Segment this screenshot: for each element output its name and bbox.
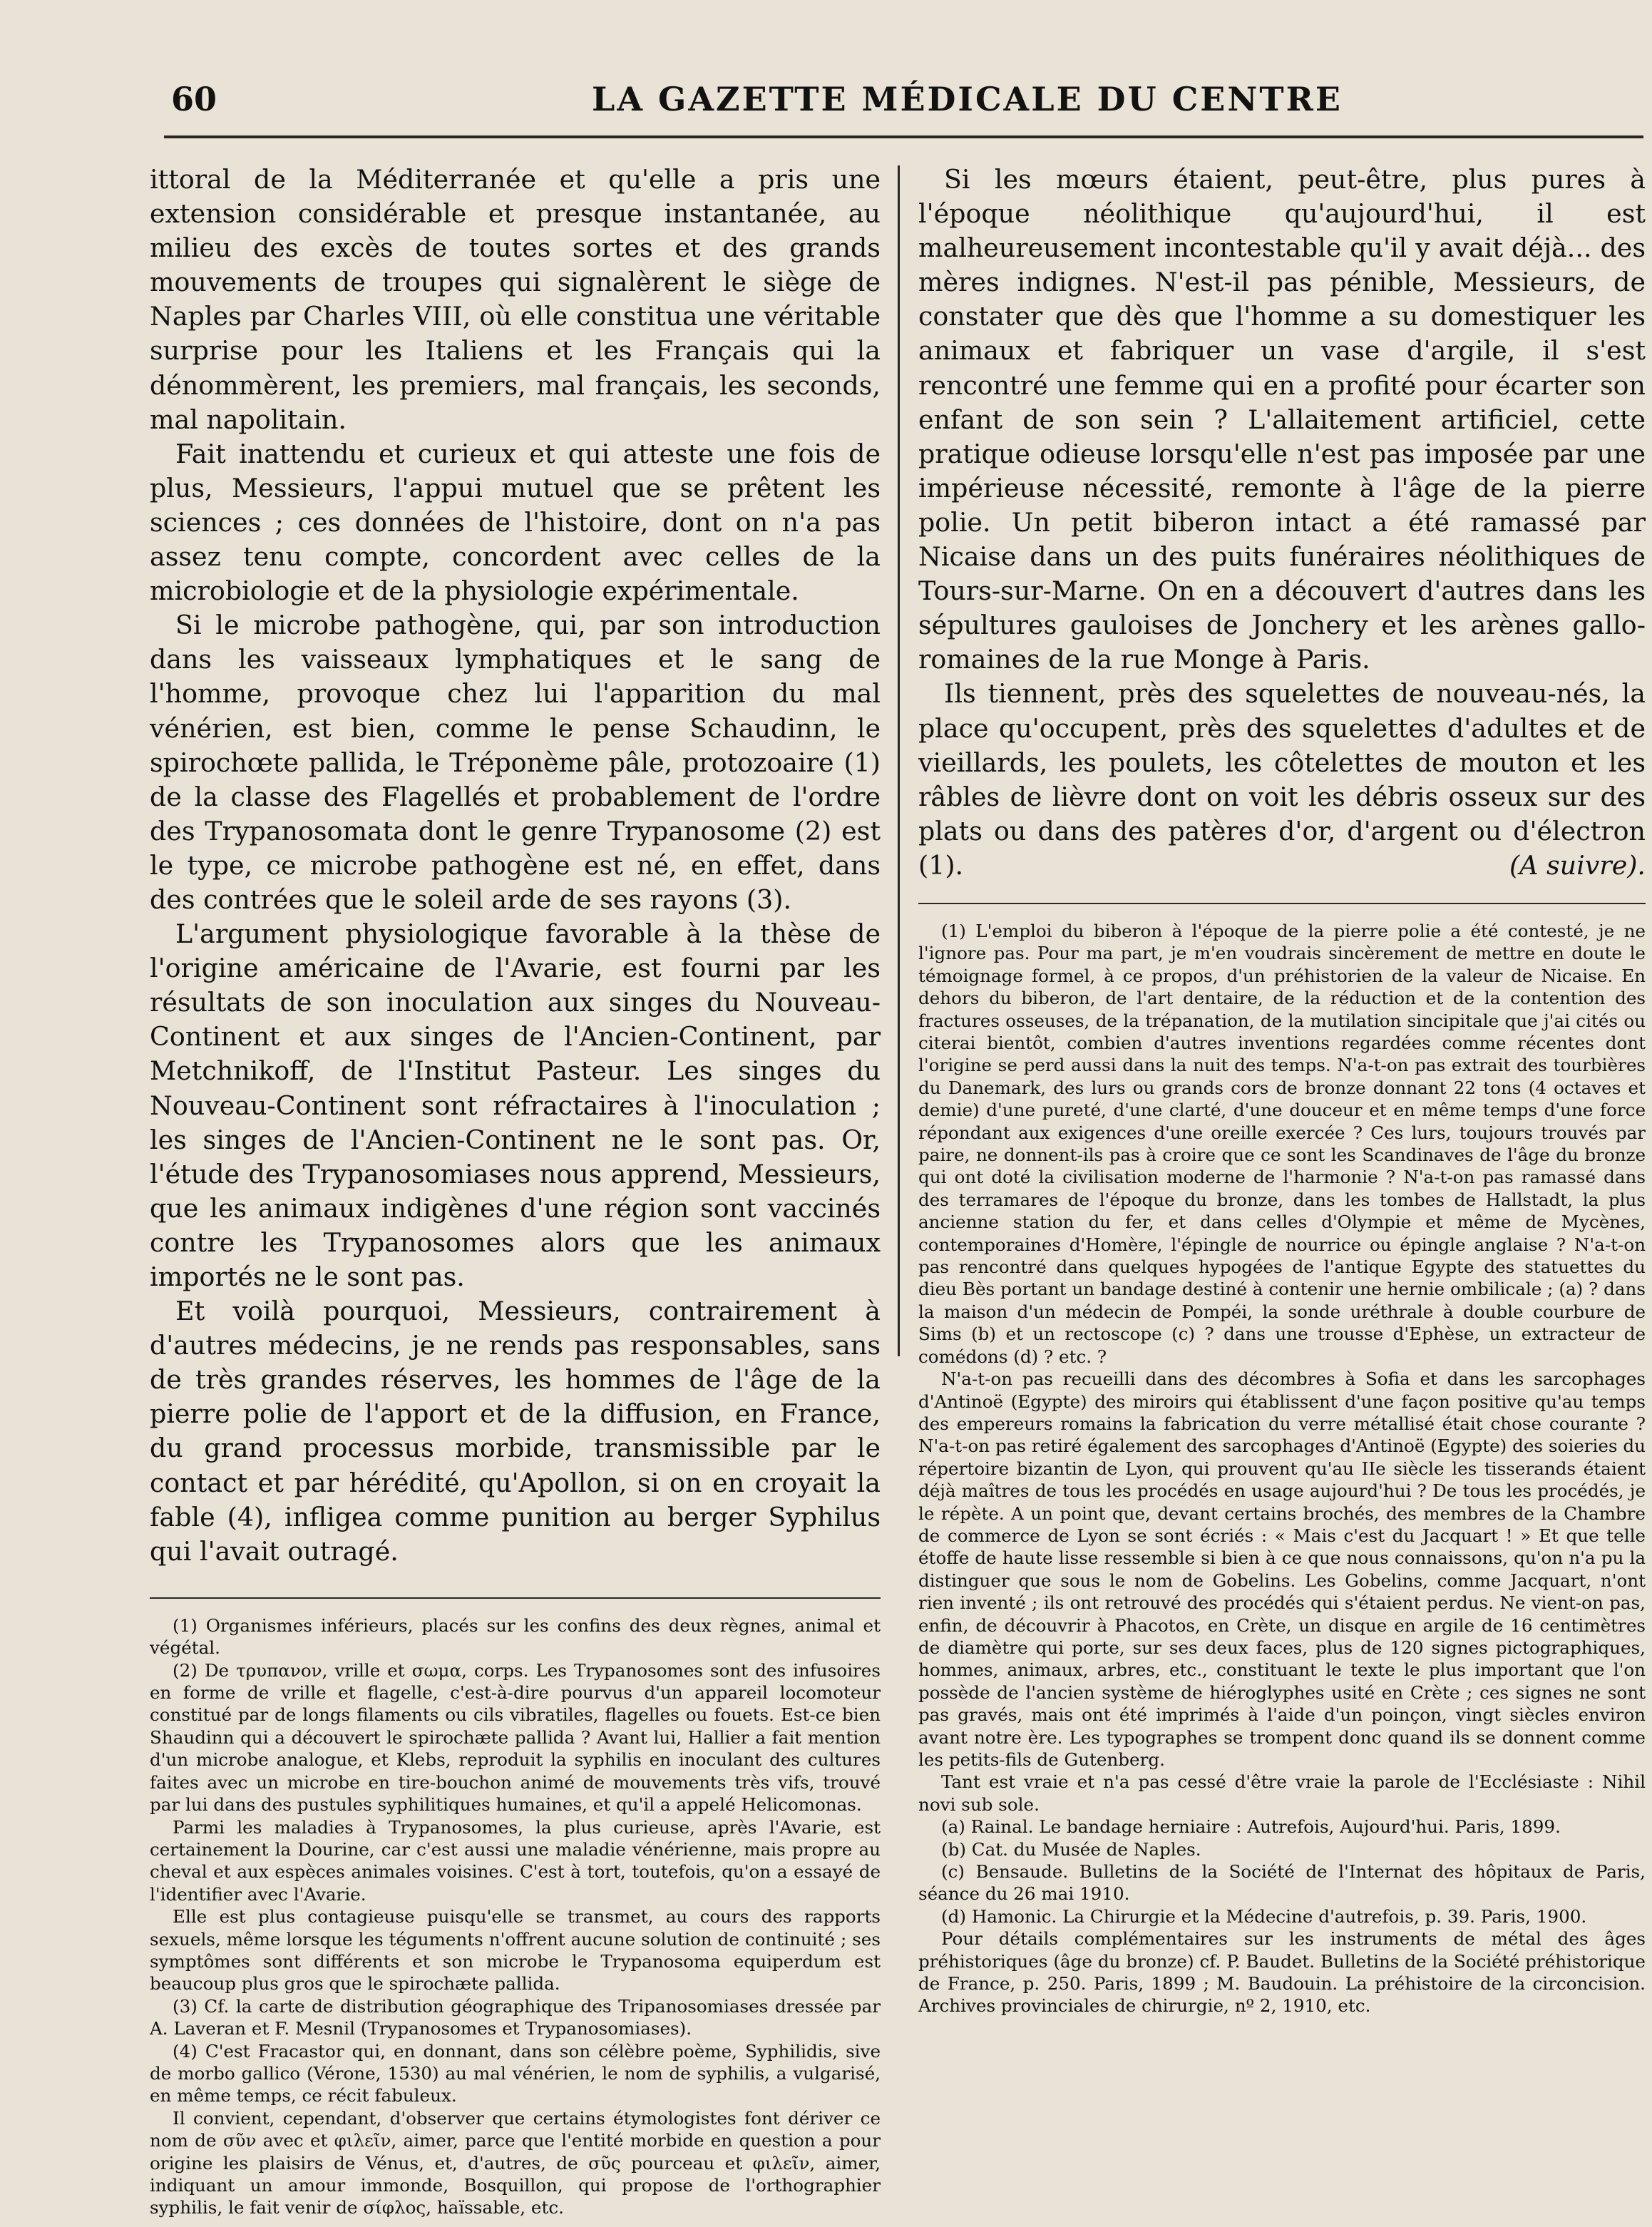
footnote-separator-right	[918, 903, 1646, 904]
column-divider	[898, 165, 900, 1356]
footnote-1: (1) Organismes inférieurs, placés sur les confins des deux règnes, animal et végétal.	[150, 1614, 881, 1659]
left-body-text	[150, 163, 881, 1569]
a-suivre-label: (A suivre).	[1509, 849, 1646, 881]
left-paragraph-2: Fait inattendu et curieux et qui atteste une fois de plus, Messieurs, l'appui mutuel que se prêtent les sciences ; ces données de l'histoire, dont on n'a pas assez tenu compte, concordent avec celles de la microbiologie et de la physiologie expérimentale.	[150, 438, 881, 607]
footnote-2: (2) De τρυπανον, vrille et σωμα, corps. Les Trypanosomes sont des infusoires en forme de vrille et flagelle, c'est-à-dire pourvus d'un appareil locomoteur constitué par de longs filaments ou cils vibratiles, flagelles ou fouets. Est-ce bien Shaudinn qui a découvert le spirochæte pallida ? Avant lui, Hallier a fait mention d'un microbe analogue, et Klebs, reproduit la syphilis en inoculant des cultures faites avec un microbe en tire-bouchon animé de mouvements très vifs, trouvé par lui dans des pustules syphilitiques humaines, et qu'il a appelé Helicomonas.	[150, 1659, 881, 1816]
footnote-4: (4) C'est Fracastor qui, en donnant, dans son célèbre poème, Syphilidis, sive de morbo gallico (Vérone, 1530) au mal vénérien, le nom de syphilis, a vulgarisé, en même temps, ce récit fabuleux.	[150, 2040, 881, 2106]
reference-b: (b) Cat. du Musée de Naples.	[941, 1838, 1201, 1860]
header-rule	[164, 135, 1643, 138]
right-footnote-3: Tant est vraie et n'a pas cessé d'être vraie la parole de l'Ecclésiaste : Nihil novi sub sole.	[918, 1771, 1646, 1815]
right-paragraph-2	[918, 677, 1646, 883]
page-header	[171, 80, 1618, 123]
right-paragraph-2-text: Ils tiennent, près des squelettes de nouveau-nés, la place qu'occupent, près des squelettes d'adultes et de vieillards, les poulets, les côtelettes de mouton et les râbles de lièvre dont on voit les débris osseux sur des plats ou dans des patères d'or, d'argent ou d'électron (1).	[918, 678, 1646, 881]
left-paragraph-3: Si le microbe pathogène, qui, par son introduction dans les vaisseaux lymphatiques et le sang de l'homme, provoque chez lui l'apparition du mal vénérien, est bien, comme le pense Schaudinn, le spirochœte pallida, le Tréponème pâle, protozoaire (1) de la classe des Flagellés et probablement de l'ordre des Trypanosomata dont le genre Trypanosome (2) est le type, ce microbe pathogène est né, en effet, dans des contrées que le soleil arde de ses rayons (3).	[150, 610, 881, 915]
left-paragraph-5: Et voilà pourquoi, Messieurs, contrairement à d'autres médecins, je ne rends pas responsables, sans de très grandes réserves, les hommes de l'âge de la pierre polie de l'apport et de la diffusion, en France, du grand processus morbide, transmissible par le contact et par hérédité, qu'Apollon, si on en croyait la fable (4), infligea comme punition au berger Syphilus qui l'avait outragé.	[150, 1296, 881, 1567]
left-footnotes	[150, 1614, 881, 2219]
left-column	[150, 163, 881, 2218]
right-footnote-1: (1) L'emploi du biberon à l'époque de la pierre polie a été contesté, je ne l'ignore pas. Pour ma part, je m'en voudrais sincèrement de mettre en doute le témoignage formel, à ce propos, d'un préhistorien de la valeur de Nicaise. En dehors du biberon, de l'art dentaire, de la réduction et de la contention des fractures osseuses, de la trépanation, de la mutilation sincipitale que j'ai cités ou citerai bientôt, combien d'autres inventions regardées comme récentes dont l'origine se perd aussi dans la nuit des temps. N'a-t-on pas extrait des tourbières du Danemark, des lurs ou grands cors de bronze donnant 22 tons (4 octaves et demie) d'une pureté, d'une clarté, d'une douceur et en même temps d'une force répondant aux exigences d'une oreille exercée ? Ces lurs, toujours trouvés par paire, ne donnent-ils pas à croire que ce sont les Scandinaves de l'âge du bronze qui ont doté la civilisation moderne de l'harmonie ? N'a-t-on pas ramassé dans des terramares de l'époque du bronze, dans les tombes de Hallstadt, la plus ancienne station du fer, et dans celles d'Olympie et même de Mycènes, contemporaines d'Homère, l'épingle de nourrice ou épingle anglaise ? N'a-t-on pas rencontré dans quelques hypogées de l'antique Egypte des statuettes du dieu Bès portant un bandage destiné à contenir une hernie ombilicale ; (a) ? dans la maison d'un médecin de Pompéi, la sonde uréthrale à double courbure de Sims (b) et un rectoscope (c) ? dans une trousse d'Ephèse, un extracteur de comédons (d) ? etc. ?	[918, 920, 1646, 1367]
right-footnote-final: Pour détails complémentaires sur les instruments de métal des âges préhistoriques (âge du bronze) cf. P. Baudet. Bulletins de la Société préhistorique de France, p. 250. Paris, 1899 ; M. Baudouin. La préhistoire de la circoncision. Archives provinciales de chirurgie, nº 2, 1910, etc.	[918, 1928, 1646, 2017]
footnote-2-cont: Parmi les maladies à Trypanosomes, la plus curieuse, après l'Avarie, est certainement la Dourine, car c'est aussi une maladie vénérienne, mais propre au cheval et aux espèces animales voisines. C'est à tort, toutefois, qu'on a essayé de l'identifier avec l'Avarie.	[150, 1816, 881, 1905]
footnote-separator	[150, 1597, 881, 1599]
reference-c: (c) Bensaude. Bulletins de la Société de l'Internat des hôpitaux de Paris, séance du 26 mai 1910.	[918, 1861, 1646, 1905]
page-number: 60	[171, 80, 217, 118]
right-paragraph-1: Si les mœurs étaient, peut-être, plus pures à l'époque néolithique qu'aujourd'hui, il est malheureusement incontestable qu'il y avait déjà... des mères indignes. N'est-il pas pénible, Messieurs, de constater que dès que l'homme a su domestiquer les animaux et fabriquer un vase d'argile, il s'est rencontré une femme qui en a profité pour écarter son enfant de son sein ? L'allaitement artificiel, cette pratique odieuse lorsqu'elle n'est pas imposée par une impérieuse nécessité, remonte à l'âge de la pierre polie. Un petit biberon intact a été ramassé par Nicaise dans un des puits funéraires néolithiques de Tours-sur-Marne. On en a découvert d'autres dans les sépultures gauloises de Jonchery et les arènes gallo-romaines de la rue Monge à Paris.	[918, 164, 1646, 675]
left-paragraph-4: L'argument physiologique favorable à la thèse de l'origine américaine de l'Avarie, est fourni par les résultats de son inoculation aux singes du Nouveau-Continent et aux singes de l'Ancien-Continent, par Metchnikoff, de l'Institut Pasteur. Les singes du Nouveau-Continent sont réfractaires à l'inoculation ; les singes de l'Ancien-Continent ne le sont pas. Or, l'étude des Trypanosomiases nous apprend, Messieurs, que les animaux indigènes d'une région sont vaccinés contre les Trypanosomes alors que les animaux importés ne le sont pas.	[150, 918, 881, 1292]
left-paragraph-1: ittoral de la Méditerranée et qu'elle a pris une extension considérable et presque instantanée, au milieu des excès de toutes sortes et des grands mouvements de troupes qui signalèrent le siège de Naples par Charles VIII, où elle constitua une véritable surprise pour les Italiens et les Français qui la dénommèrent, les premiers, mal français, les seconds, mal napolitain.	[150, 164, 881, 435]
right-body-text	[918, 163, 1646, 883]
right-footnote-2: N'a-t-on pas recueilli dans des décombres à Sofia et dans les sarcophages d'Antinoë (Egypte) des miroirs qui établissent d'une façon positive qu'au temps des empereurs romains la fabrication du verre métallisé était chose courante ? N'a-t-on pas retiré également des sarcophages d'Antinoë (Egypte) des soieries du répertoire bizantin de Lyon, qui prouvent qu'au IIe siècle les tisserands étaient déjà maîtres de tous les procédés en usage aujourd'hui ? De tous les procédés, je le répète. A un point que, devant certains brochés, des membres de la Chambre de commerce de Lyon se sont écriés : « Mais c'est du Jacquart ! » Et que telle étoffe de haute lisse ressemble si bien à ce que nous connaissons, qu'on n'a pu la distinguer que sous le nom de Gobelins. Les Gobelins, comme Jacquart, n'ont rien inventé ; ils ont retrouvé des procédés qui s'étaient perdus. Ne vient-on pas, enfin, de découvrir à Phacotos, en Crète, un disque en argile de 16 centimètres de diamètre qui porte, sur ses deux faces, plus de 120 signes pictographiques, hommes, animaux, arbres, etc., constituant le texte le plus important que l'on possède de l'ancien système de hiéroglyphes usité en Crète ; ces signes ne sont pas gravés, mais ont été imprimés à l'aide d'un poinçon, vingt siècles environ avant notre ère. Les typographes se trompent donc quand ils se donnent comme les petits-fils de Gutenberg.	[918, 1368, 1646, 1770]
right-footnotes	[918, 920, 1646, 2017]
reference-a: (a) Rainal. Le bandage herniaire : Autrefois, Aujourd'hui. Paris, 1899.	[941, 1816, 1561, 1838]
footnote-3: (3) Cf. la carte de distribution géographique des Tripanosomiases dressée par A. Laveran et F. Mesnil (Trypanosomes et Trypanosomiases).	[150, 1995, 881, 2039]
right-column	[918, 163, 1646, 2182]
reference-d: (d) Hamonic. La Chirurgie et la Médecine d'autrefois, p. 39. Paris, 1900.	[941, 1905, 1587, 1927]
journal-title: LA GAZETTE MÉDICALE DU CENTRE	[592, 80, 1343, 118]
footnote-2-cont: Elle est plus contagieuse puisqu'elle se transmet, au cours des rapports sexuels, même lorsque les téguments n'offrent aucune solution de continuité ; ses symptômes sont différents et son microbe le Trypanosoma equiperdum est beaucoup plus gros que le spirochæte pallida.	[150, 1906, 881, 1995]
footnote-4-cont: Il convient, cependant, d'observer que certains étymologistes font dériver ce nom de σῦν avec et φιλεῖν, aimer, parce que l'entité morbide en question a pour origine les plaisirs de Vénus, et, d'autres, de σῦς pourceau et φιλεῖν, aimer, indiquant un amour immonde, Bosquillon, qui propose de l'orthographier syphilis, le fait venir de σίφλος, haïssable, etc.	[150, 2107, 881, 2218]
